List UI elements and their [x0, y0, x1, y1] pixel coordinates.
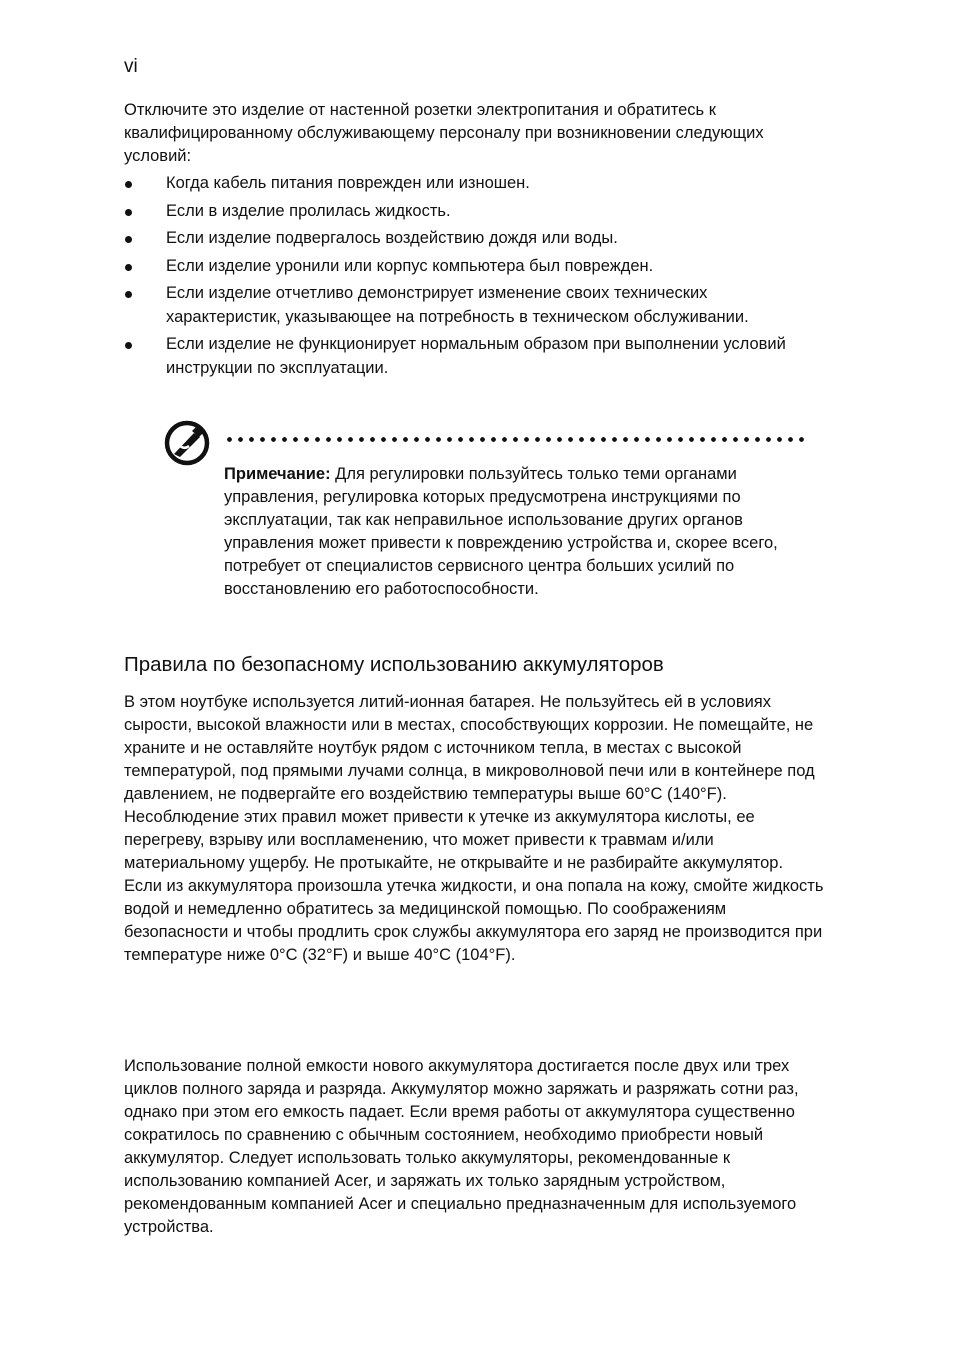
battery-paragraph-2: Использование полной емкости нового аккумулятора достигается после двух или трех циклов полного заряда и разряда. Аккумулятор можно заряжать и разряжать сотни раз, однако при этом его емкость падает. Если время работы от аккумулятора существенно сократилось по сравнению с обычным состоянием, необходимо приобрести новый аккумулятор. Следует использовать только аккумуляторы, рекомендованные к использованию компанией Acer, и заряжать их только зарядным устройством, рекомендованным компанией Acer и специально предназначенным для используемого устройства.	[124, 1057, 799, 1236]
list-item-text: Если изделие подвергалось воздействию дождя или воды.	[166, 229, 618, 247]
note-body: Для регулировки пользуйтесь только теми органами управления, регулировка которых предусмотрена инструкциями по эксплуатации, так как неправильное использование других органов управления может привести к повреждению устройства и, скорее всего, потребует от специалистов сервисного центра больших усилий по восстановлению его работоспособности.	[224, 465, 778, 598]
list-item-text: Если изделие отчетливо демонстрирует изменение своих технических характеристик, указывающее на потребность в техническом обслуживании.	[166, 284, 749, 326]
list-item-text: Если изделие уронили или корпус компьютера был поврежден.	[166, 256, 654, 275]
list-item-text: Когда кабель питания поврежден или изношен.	[166, 174, 530, 192]
page-number: vi	[124, 56, 138, 77]
bullet-icon	[125, 181, 132, 188]
list-item	[124, 282, 824, 329]
list-item	[124, 333, 824, 380]
note-pen-icon	[164, 420, 210, 466]
note-text	[224, 463, 784, 601]
list-item	[124, 200, 824, 224]
list-item	[124, 255, 824, 279]
bullet-icon	[125, 209, 132, 216]
note-label: Примечание:	[224, 465, 331, 483]
list-item	[124, 172, 824, 196]
intro-paragraph: Отключите это изделие от настенной розетки электропитания и обратитесь к квалифицированному обслуживающему персоналу при возникновении следующих условий:	[124, 101, 764, 165]
list-item-text: Если в изделие пролилась жидкость.	[166, 201, 451, 220]
battery-paragraph-1: В этом ноутбуке используется литий-ионная батарея. Не пользуйтесь ей в условиях сырости, высокой влажности или в местах, способствующих коррозии. Не помещайте, не храните и не оставляйте ноутбук рядом с источником тепла, в местах с высокой температурой, под прямыми лучами солнца, в микроволновой печи или в контейнере под давлением, не подвергайте его воздействию температуры выше 60°C (140°F). Несоблюдение этих правил может привести к утечке из аккумулятора кислоты, ее перегреву, взрыву или воспламенению, что может привести к травмам и/или материальному ущербу. Не протыкайте, не открывайте и не разбирайте аккумулятор. Если из аккумулятора произошла утечка жидкости, и она попала на кожу, смойте жидкость водой и немедленно обратитесь за медицинской помощью. По соображениям безопасности и чтобы продлить срок службы аккумулятора его заряд не производится при температуре ниже 0°C (32°F) и выше 40°C (104°F).	[124, 693, 824, 964]
list-item	[124, 227, 824, 251]
section-title: Правила по безопасному использованию аккумуляторов	[124, 653, 664, 676]
bullet-icon	[125, 291, 132, 298]
note-divider	[224, 437, 810, 442]
bullet-icon	[125, 236, 132, 243]
bullet-icon	[125, 342, 132, 349]
conditions-list	[124, 172, 824, 384]
bullet-icon	[125, 264, 132, 271]
list-item-text: Если изделие не функционирует нормальным образом при выполнении условий инструкции по эксплуатации.	[166, 335, 786, 377]
